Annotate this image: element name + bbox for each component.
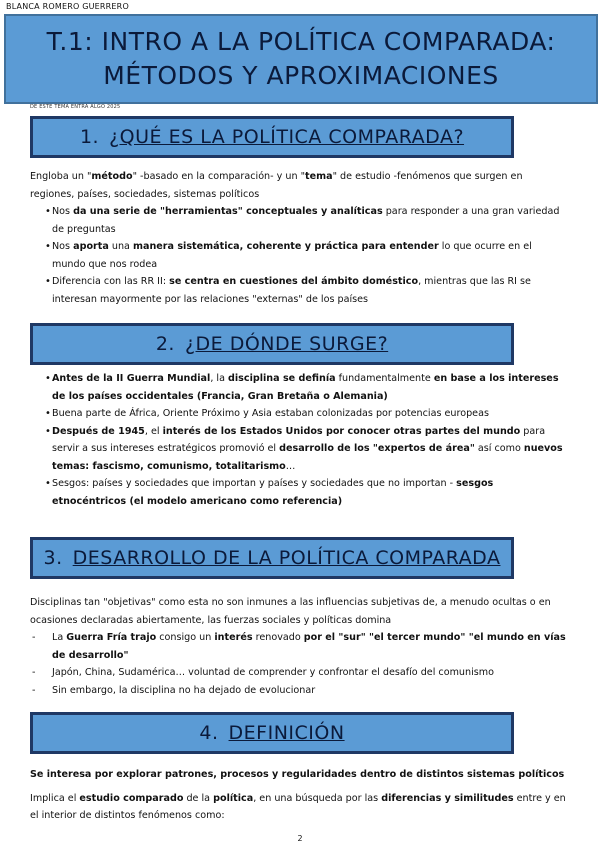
text-run: , mientras que las RI se interesan mayormente por las relaciones "externas" de los países bbox=[52, 276, 531, 305]
section-1-title: ¿QUÉ ES LA POLÍTICA COMPARADA? bbox=[109, 126, 465, 148]
text-run: Engloba un " bbox=[30, 171, 92, 182]
section-1-list bbox=[30, 203, 566, 308]
text-run: renovado bbox=[252, 632, 304, 643]
text-run: entre y en el interior de distintos fenómenos como: bbox=[30, 792, 566, 821]
bold-text: se centra en cuestiones del ámbito doméstico bbox=[169, 276, 419, 287]
page-number: 2 bbox=[297, 834, 303, 843]
bold-text: interés de los Estados Unidos por conocer otras partes del mundo bbox=[162, 425, 521, 437]
bold-text: aporta bbox=[73, 241, 109, 252]
section-4-heading bbox=[30, 712, 514, 754]
section-1-number: 1. bbox=[79, 126, 100, 148]
bold-text: interés bbox=[214, 632, 253, 643]
section-3-heading bbox=[30, 537, 514, 579]
text-run: La bbox=[52, 632, 67, 643]
text-run: Implica el bbox=[30, 792, 80, 804]
section-1-heading bbox=[30, 116, 514, 158]
section-2-bullet bbox=[30, 370, 566, 405]
bold-text: Después de 1945 bbox=[52, 425, 145, 437]
bold-text: Antes de la II Guerra Mundial bbox=[52, 373, 211, 384]
text-run: para servir a sus intereses estratégicos promovió el bbox=[52, 425, 546, 454]
section-3-intro bbox=[30, 594, 566, 629]
section-3-body bbox=[30, 594, 566, 699]
text-run: , la bbox=[210, 373, 229, 384]
text-run: Nos bbox=[52, 241, 74, 252]
text-run: Nos bbox=[52, 206, 74, 217]
section-2-bullet bbox=[30, 475, 566, 510]
text-run: lo que ocurre en el mundo que nos rodea bbox=[52, 241, 532, 270]
section-3-dash-item bbox=[30, 682, 566, 700]
title-line-2: MÉTODOS Y APROXIMACIONES bbox=[103, 61, 499, 90]
bold-text: estudio comparado bbox=[79, 792, 184, 804]
text-run: , en una búsqueda por las bbox=[253, 792, 382, 804]
text-run: Disciplinas tan "objetivas" como esta no son inmunes a las influencias subjetivas de, a menudo ocultas o en ocasiones declaradas abiertamente, las fuerzas sociales y políticas domina bbox=[30, 597, 551, 626]
text-run: " -basado en la comparación- y un " bbox=[132, 171, 306, 182]
section-3-list bbox=[30, 629, 566, 699]
section-2-number: 2. bbox=[155, 333, 175, 355]
text-run: " de estudio -fenómenos que surgen en regiones, países, sociedades, sistemas políticos bbox=[30, 171, 523, 200]
text-run: de la bbox=[183, 792, 214, 804]
exam-note: DE ESTE TEMA ENTRA ALGO 2025 bbox=[30, 104, 121, 110]
bold-text: tema bbox=[305, 171, 333, 182]
bold-text: desarrollo de los "expertos de área" bbox=[279, 443, 475, 454]
text-run: una bbox=[108, 241, 133, 252]
text-run: así como bbox=[474, 443, 524, 454]
bold-text: nuevos temas: fascismo, comunismo, totalitarismo bbox=[52, 443, 563, 472]
section-2-heading bbox=[30, 323, 514, 365]
bold-text: método bbox=[91, 171, 133, 182]
bold-text: disciplina se definía bbox=[228, 373, 336, 384]
section-2-bullet bbox=[30, 405, 566, 423]
section-1-bullet bbox=[30, 238, 566, 273]
section-3-title: DESARROLLO DE LA POLÍTICA COMPARADA bbox=[72, 547, 501, 569]
section-3-number: 3. bbox=[43, 547, 63, 569]
text-run: consigo un bbox=[156, 632, 215, 643]
section-1-intro bbox=[30, 168, 566, 203]
section-4-body bbox=[30, 766, 566, 825]
bold-text: Se interesa por explorar patrones, procesos y regularidades dentro de distintos sistemas políticos bbox=[30, 769, 565, 780]
document-title-banner bbox=[4, 14, 598, 104]
text-run: Japón, China, Sudamérica… voluntad de comprender y confrontar el desafío del comunismo bbox=[52, 667, 494, 678]
section-4-title: DEFINICIÓN bbox=[228, 722, 345, 744]
text-run: Sin embargo, la disciplina no ha dejado de evolucionar bbox=[52, 684, 316, 696]
text-run: … bbox=[285, 460, 296, 472]
bold-text: sesgos etnocéntricos (el modelo americano como referencia) bbox=[52, 478, 494, 507]
bold-text: en base a los intereses de los países occidentales (Francia, Gran Bretaña o Alemania) bbox=[52, 373, 559, 402]
author-name: BLANCA ROMERO GUERRERO bbox=[6, 2, 129, 11]
bold-text: Guerra Fría trajo bbox=[66, 632, 157, 643]
section-1-bullet bbox=[30, 273, 566, 308]
section-4-lead bbox=[30, 766, 566, 784]
title-line-1: T.1: INTRO A LA POLÍTICA COMPARADA: bbox=[46, 27, 556, 56]
section-1-body bbox=[30, 168, 566, 308]
section-1-bullet bbox=[30, 203, 566, 238]
bold-text: diferencias y similitudes bbox=[381, 792, 514, 804]
section-2-bullet bbox=[30, 423, 566, 476]
text-run: Buena parte de África, Oriente Próximo y Asia estaban colonizadas por potencias europeas bbox=[52, 408, 489, 419]
bold-text: política bbox=[213, 792, 254, 804]
text-run: , el bbox=[144, 425, 163, 437]
section-4-number: 4. bbox=[199, 722, 219, 744]
bold-text: manera sistemática, coherente y práctica para entender bbox=[132, 241, 439, 252]
section-2-list bbox=[30, 370, 566, 510]
text-run: Sesgos: países y sociedades que importan y países y sociedades que no importan - bbox=[52, 478, 457, 489]
section-2-body bbox=[30, 370, 566, 510]
bold-text: por el "sur" "el tercer mundo" "el mundo en vías de desarrollo" bbox=[52, 632, 566, 661]
text-run: Diferencia con las RR II: bbox=[52, 276, 170, 287]
section-3-dash-item bbox=[30, 629, 566, 664]
section-4-text bbox=[30, 790, 566, 825]
bold-text: da una serie de "herramientas" conceptuales y analíticas bbox=[73, 206, 383, 217]
section-3-dash-item bbox=[30, 664, 566, 682]
text-run: fundamentalmente bbox=[335, 373, 434, 384]
section-2-title: ¿DE DÓNDE SURGE? bbox=[184, 333, 389, 355]
text-run: para responder a una gran variedad de preguntas bbox=[52, 206, 560, 235]
